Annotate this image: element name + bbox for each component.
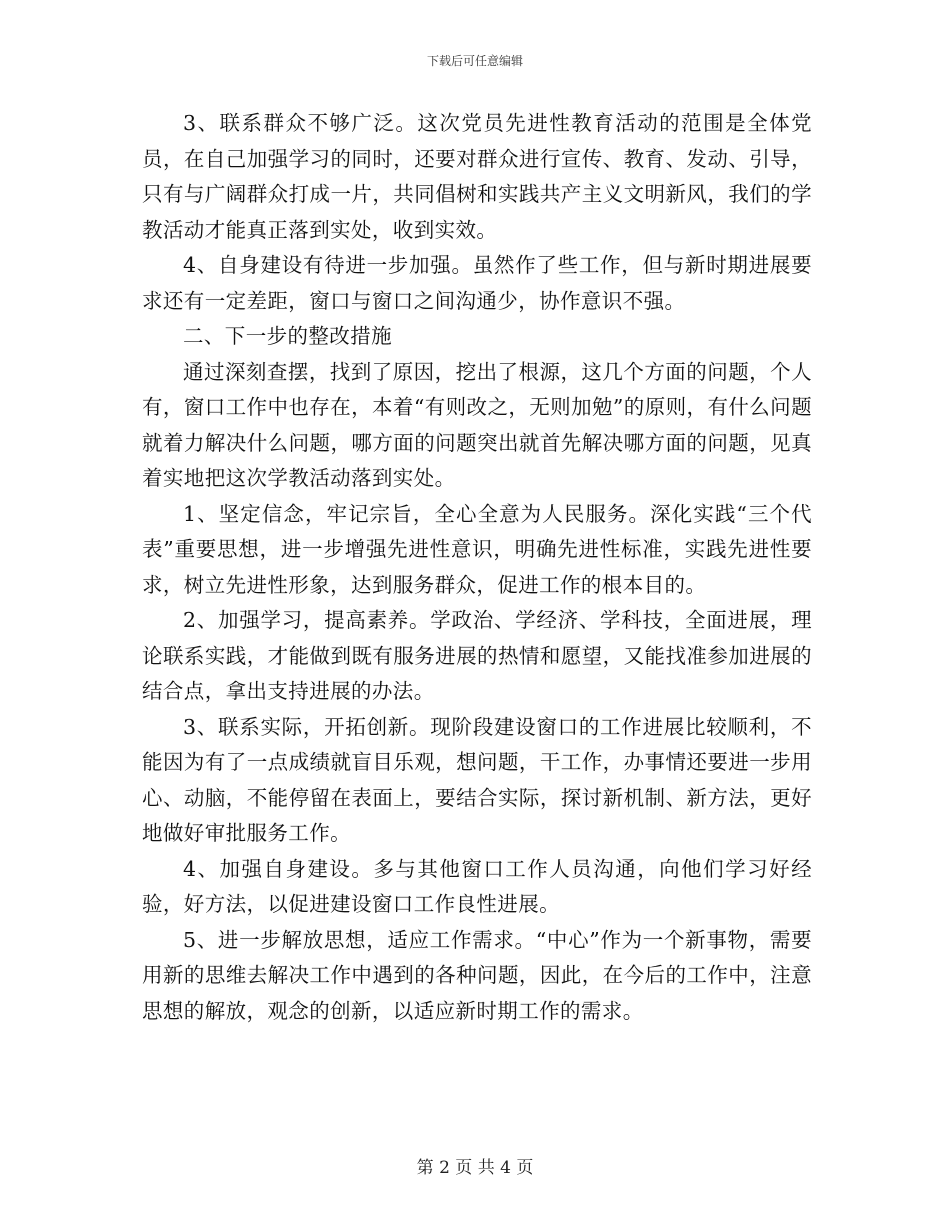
paragraph-problem-3: 3、联系群众不够广泛。这次党员先进性教育活动的范围是全体党员，在自己加强学习的同时，还要对群众进行宣传、教育、发动、引导，只有与广阔群众打成一片，共同倡树和实践共产主义文明新风，我们的学教活动才能真正落到实处，收到实效。 xyxy=(142,111,812,242)
paragraph-measure-4: 4、加强自身建设。多与其他窗口工作人员沟通，向他们学习好经验，好方法，以促进建设窗口工作良性进展。 xyxy=(142,856,812,916)
paragraph-problem-4: 4、自身建设有待进一步加强。虽然作了些工作，但与新时期进展要求还有一定差距，窗口与窗口之间沟通少，协作意识不强。 xyxy=(142,253,812,313)
paragraph-measure-5: 5、进一步解放思想，适应工作需求。“中心”作为一个新事物，需要用新的思维去解决工作中遇到的各种问题，因此，在今后的工作中，注意思想的解放，观念的创新，以适应新时期工作的需求。 xyxy=(142,927,812,1023)
paragraph-measure-2: 2、加强学习，提高素养。学政治、学经济、学科技，全面进展，理论联系实践，才能做到既有服务进展的热情和愿望，又能找准参加进展的结合点，拿出支持进展的办法。 xyxy=(142,608,812,703)
page-number: 第 2 页 共 4 页 xyxy=(416,1158,534,1178)
paragraph-measure-1: 1、坚定信念，牢记宗旨，全心全意为人民服务。深化实践“三个代表”重要思想，进一步增强先进性意识，明确先进性标准，实践先进性要求，树立先进性形象，达到服务群众，促进工作的根本目的。 xyxy=(142,501,812,597)
paragraph-rectification-intro: 通过深刻查摆，找到了原因，挖出了根源，这几个方面的问题，个人有，窗口工作中也存在，本着“有则改之，无则加勉”的原则，有什么问题就着力解决什么问题，哪方面的问题突出就首先解决哪方面的问题，见真着实地把这次学教活动落到实处。 xyxy=(142,359,812,490)
section-heading-rectification: 二、下一步的整改措施 xyxy=(183,324,392,348)
paragraph-measure-3: 3、联系实际，开拓创新。现阶段建设窗口的工作进展比较顺利，不能因为有了一点成绩就盲目乐观，想问题，干工作，办事情还要进一步用心、动脑，不能停留在表面上，要结合实际，探讨新机制、新方法，更好地做好审批服务工作。 xyxy=(142,714,812,845)
document-body xyxy=(142,106,812,1029)
page-header-note: 下载后可任意编辑 xyxy=(426,54,523,68)
